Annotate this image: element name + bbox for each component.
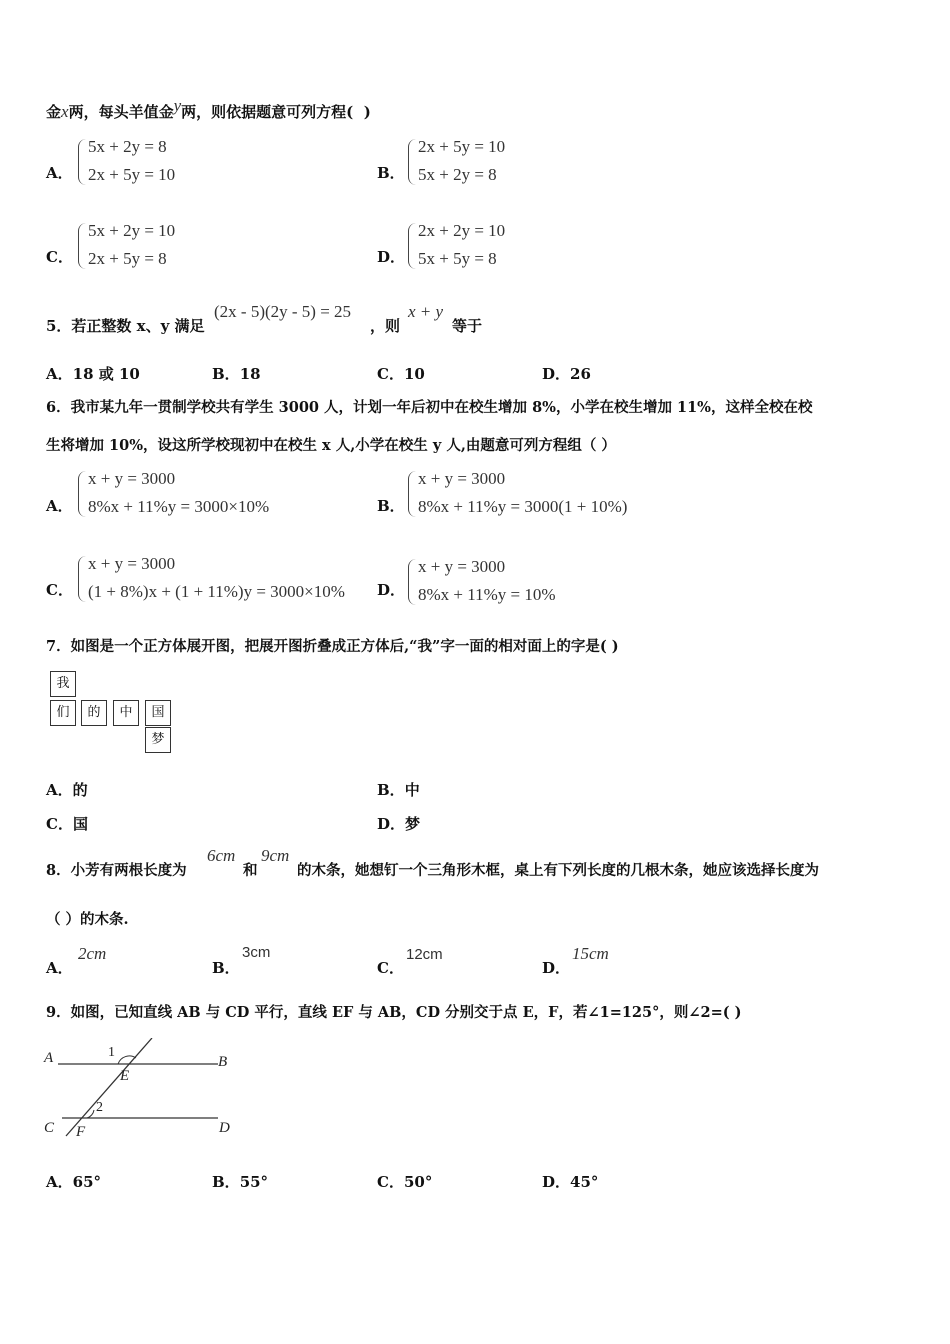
q8-option-b-value: 3cm bbox=[242, 944, 271, 961]
q9-option-d[interactable]: D．45° bbox=[542, 1173, 599, 1191]
q9-option-b[interactable]: B．55° bbox=[212, 1173, 269, 1191]
label-b: B bbox=[218, 1054, 228, 1070]
cube-face: 中 bbox=[113, 700, 139, 726]
parallel-lines-figure bbox=[40, 1038, 240, 1142]
label-c: C bbox=[44, 1120, 55, 1136]
q6-option-a-label[interactable]: A． bbox=[46, 497, 73, 515]
label-angle-1: 1 bbox=[108, 1045, 115, 1060]
q6-option-b-label[interactable]: B． bbox=[377, 497, 405, 515]
q8-len1: 6cm bbox=[207, 846, 236, 865]
q9-stem: 9．如图，已知直线 AB 与 CD 平行，直线 EF 与 AB，CD 分别交于点 E，F，若∠1=125°，则∠2=( ) bbox=[46, 1004, 742, 1021]
q8-option-d[interactable]: D． bbox=[542, 959, 571, 977]
q6-stem-line2: 生将增加 10%，设这所学校现初中在校生 x 人,小学在校生 y 人,由题意可列方程组（ ） bbox=[46, 437, 616, 454]
q7-stem: 7．如图是一个正方体展开图，把展开图折叠成正方体后,“我”字一面的相对面上的字是( ) bbox=[46, 638, 619, 655]
cube-face: 的 bbox=[81, 700, 107, 726]
q8-option-c[interactable]: C． bbox=[377, 959, 404, 977]
label-f: F bbox=[76, 1124, 86, 1140]
q5-prefix: 5．若正整数 x、y 满足 bbox=[46, 317, 205, 335]
q4-option-c-label[interactable]: C． bbox=[46, 248, 73, 266]
q6-option-d-label[interactable]: D． bbox=[377, 581, 406, 599]
q8-option-a-value: 2cm bbox=[78, 944, 107, 963]
q7-option-b[interactable]: B．中 bbox=[377, 781, 420, 799]
q8-option-b[interactable]: B． bbox=[212, 959, 240, 977]
q5-option-d[interactable]: D．26 bbox=[542, 365, 591, 383]
label-a: A bbox=[44, 1050, 54, 1066]
cube-face-top: 我 bbox=[50, 671, 76, 697]
q9-option-a[interactable]: A．65° bbox=[46, 1173, 102, 1191]
q8-stem-line2: （ ）的木条. bbox=[46, 911, 129, 928]
q4-option-a-label[interactable]: A． bbox=[46, 164, 73, 182]
label-e: E bbox=[120, 1068, 130, 1084]
q7-option-a[interactable]: A．的 bbox=[46, 781, 88, 799]
q8-len2: 9cm bbox=[261, 846, 290, 865]
q5-option-b[interactable]: B．18 bbox=[212, 365, 261, 383]
q4-option-d-label[interactable]: D． bbox=[377, 248, 406, 266]
q5-equation: (2x - 5)(2y - 5) = 25 bbox=[214, 302, 352, 321]
q8-and: 和 bbox=[243, 862, 258, 879]
q7-option-d[interactable]: D．梦 bbox=[377, 815, 421, 833]
q5-expr: x + y bbox=[408, 302, 444, 321]
q5-option-a[interactable]: A．18 或 10 bbox=[46, 365, 140, 383]
q8-suffix: 的木条，她想钉一个三角形木框，桌上有下列长度的几根木条，她应该选择长度为 bbox=[297, 862, 819, 879]
q7-option-c[interactable]: C．国 bbox=[46, 815, 88, 833]
q8-option-d-value: 15cm bbox=[572, 944, 609, 963]
q8-prefix: 8．小芳有两根长度为 bbox=[46, 862, 187, 879]
var-x: x bbox=[61, 102, 69, 121]
q9-option-c[interactable]: C．50° bbox=[377, 1173, 433, 1191]
cube-face: 们 bbox=[50, 700, 76, 726]
q5-suffix: 等于 bbox=[452, 317, 483, 335]
var-y: y bbox=[173, 96, 182, 115]
q4-stem: 金x两，每头羊值金y两，则依据题意可列方程( ) bbox=[46, 96, 371, 121]
q6-stem-line1: 6．我市某九年一贯制学校共有学生 3000 人，计划一年后初中在校生增加 8%，小学在校生增加 11%，这样全校在校 bbox=[46, 399, 813, 416]
q4-option-b-label[interactable]: B． bbox=[377, 164, 405, 182]
label-angle-2: 2 bbox=[96, 1100, 103, 1115]
q8-option-c-value: 12cm bbox=[406, 946, 443, 963]
q6-option-c-label[interactable]: C． bbox=[46, 581, 73, 599]
label-d: D bbox=[219, 1120, 230, 1136]
q5-mid: ，则 bbox=[370, 317, 401, 335]
q5-option-c[interactable]: C．10 bbox=[377, 365, 425, 383]
q8-option-a[interactable]: A． bbox=[46, 959, 73, 977]
cube-face: 国 bbox=[145, 700, 171, 726]
cube-face-bottom: 梦 bbox=[145, 727, 171, 753]
